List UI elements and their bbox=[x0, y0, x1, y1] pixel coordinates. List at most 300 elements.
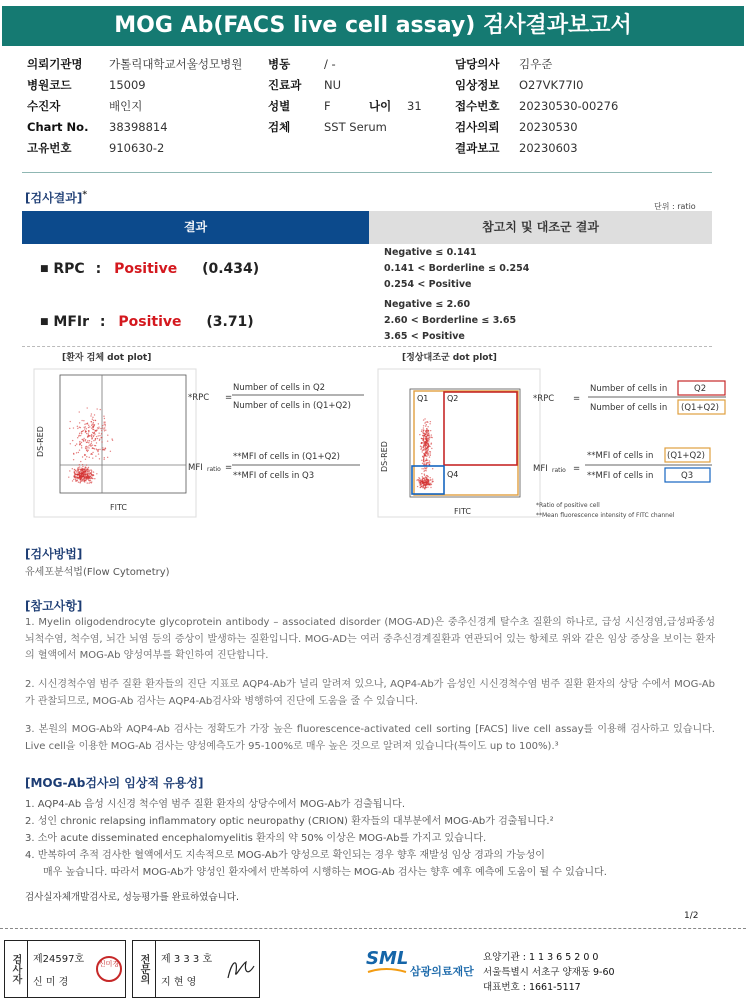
svg-text:=: = bbox=[573, 464, 581, 474]
sml-logo-swoosh-icon bbox=[366, 946, 408, 976]
dot bbox=[81, 439, 82, 440]
dot bbox=[84, 428, 85, 429]
dot bbox=[92, 452, 93, 453]
dot bbox=[429, 462, 430, 463]
dot bbox=[428, 481, 429, 482]
dot bbox=[423, 435, 424, 436]
dot bbox=[428, 462, 429, 463]
dot bbox=[105, 424, 106, 425]
dot bbox=[82, 471, 83, 472]
control-mfi-label: MFI bbox=[533, 464, 548, 474]
mfir-reference: Negative ≤ 2.60 2.60 < Borderline ≤ 3.65 3.65 < Positive bbox=[384, 299, 517, 342]
dot bbox=[428, 445, 429, 446]
specialist-no: 제 3 3 3 호 bbox=[161, 954, 213, 965]
dot bbox=[92, 418, 93, 419]
dot bbox=[426, 456, 427, 457]
dot bbox=[82, 468, 83, 469]
ward-value: / - bbox=[324, 57, 336, 71]
hospital-code-label: 병원코드 bbox=[27, 78, 72, 92]
patient-value: 배인지 bbox=[109, 99, 143, 113]
note-1: 1. Myelin oligodendrocyte glycoprotein antibody – associated disorder (MOG-AD)은 중추신경계 탈수초 질환의 하나로, 급성 시신경염,급성파종성 뇌척수염, 척수염, 뇌간 뇌염 등의 증상이 발생하는 질환입니다. MOG-AD는 여러 중추신경계질환과 연관되어 있는 항체로 위와 같은 임상 증상을 보이는 환자의 혈액에서 MOG-Ab 양성여부를 확인하여 진단합니다. bbox=[25, 617, 715, 661]
dot bbox=[88, 480, 89, 481]
dot bbox=[81, 433, 82, 434]
dot bbox=[93, 422, 94, 423]
sml-logo: SML bbox=[366, 948, 409, 969]
dot bbox=[432, 468, 433, 469]
dot bbox=[94, 414, 95, 415]
dot bbox=[110, 451, 111, 452]
dot bbox=[426, 467, 427, 468]
dot bbox=[94, 478, 95, 479]
dot bbox=[92, 444, 93, 445]
dot bbox=[424, 475, 425, 476]
dot bbox=[425, 468, 426, 469]
dot bbox=[81, 420, 82, 421]
dot bbox=[79, 444, 80, 445]
dot bbox=[98, 435, 99, 436]
dot bbox=[77, 477, 78, 478]
info-col3 bbox=[455, 54, 618, 159]
dot bbox=[420, 446, 421, 447]
dot bbox=[427, 486, 428, 487]
dot bbox=[69, 470, 70, 471]
q4-label: Q4 bbox=[447, 470, 459, 479]
dot bbox=[427, 476, 428, 477]
dot bbox=[87, 451, 88, 452]
patient-x-axis: FITC bbox=[110, 503, 127, 512]
dot bbox=[423, 427, 424, 428]
hospital-label: 의뢰기관명 bbox=[27, 57, 83, 71]
clinical-info-label: 임상정보 bbox=[455, 78, 500, 92]
specimen-value: SST Serum bbox=[324, 120, 387, 134]
dot bbox=[77, 479, 78, 480]
dot bbox=[424, 444, 425, 445]
dot bbox=[430, 487, 431, 488]
dot bbox=[104, 430, 105, 431]
dot bbox=[422, 487, 423, 488]
dot bbox=[74, 475, 75, 476]
dot bbox=[81, 480, 82, 481]
dot bbox=[423, 458, 424, 459]
control-mfi-sub: ratio bbox=[552, 467, 566, 474]
q2-label: Q2 bbox=[447, 394, 459, 403]
dot bbox=[88, 471, 89, 472]
dot bbox=[79, 433, 80, 434]
dot bbox=[84, 469, 85, 470]
inspector-no: 제24597호 bbox=[33, 954, 85, 965]
dot bbox=[428, 431, 429, 432]
dot bbox=[428, 441, 429, 442]
dot bbox=[97, 427, 98, 428]
dot bbox=[105, 429, 106, 430]
control-rpc-num: Number of cells in bbox=[590, 384, 668, 394]
dot bbox=[93, 435, 94, 436]
patient-plot-frame bbox=[34, 369, 196, 517]
dot bbox=[426, 475, 427, 476]
mfir-status: Positive bbox=[118, 314, 182, 330]
dot bbox=[421, 451, 422, 452]
specialist-label: 전문의 bbox=[132, 940, 156, 998]
dot bbox=[78, 452, 79, 453]
mfir-value: (3.71) bbox=[206, 314, 254, 330]
dot bbox=[91, 425, 92, 426]
dot bbox=[87, 423, 88, 424]
dot bbox=[429, 460, 430, 461]
dot bbox=[423, 429, 424, 430]
dot bbox=[91, 436, 92, 437]
dot bbox=[430, 443, 431, 444]
svg-text:(Q1+Q2): (Q1+Q2) bbox=[667, 451, 705, 461]
dot bbox=[98, 453, 99, 454]
dot bbox=[103, 416, 104, 417]
dot bbox=[74, 471, 75, 472]
chart-no-value: 38398814 bbox=[109, 120, 168, 134]
dot bbox=[76, 471, 77, 472]
dot bbox=[77, 469, 78, 470]
dot bbox=[423, 449, 424, 450]
dot bbox=[426, 431, 427, 432]
dot bbox=[79, 411, 80, 412]
dot bbox=[87, 471, 88, 472]
dot bbox=[104, 427, 105, 428]
dot bbox=[425, 425, 426, 426]
dot bbox=[85, 439, 86, 440]
dot bbox=[101, 441, 102, 442]
footer-line-3: 대표번호 : 1661-5117 bbox=[483, 982, 581, 993]
dot bbox=[105, 425, 106, 426]
dot bbox=[79, 435, 80, 436]
dot bbox=[83, 471, 84, 472]
bullet-icon: ■ bbox=[40, 264, 49, 274]
footer-line-2: 서울특별시 서초구 양재동 9-60 bbox=[483, 967, 615, 978]
dot bbox=[431, 434, 432, 435]
dot bbox=[95, 420, 96, 421]
dot bbox=[96, 408, 97, 409]
dot bbox=[107, 457, 108, 458]
dot bbox=[429, 456, 430, 457]
receipt-no-value: 20230530-00276 bbox=[519, 99, 619, 113]
dot bbox=[77, 428, 78, 429]
patient-y-axis: DS-RED bbox=[36, 426, 45, 457]
specialist-name: 지 현 영 bbox=[161, 977, 197, 988]
dot bbox=[84, 424, 85, 425]
svg-text:=: = bbox=[573, 394, 581, 404]
dot bbox=[425, 439, 426, 440]
dot bbox=[425, 487, 426, 488]
dot bbox=[89, 477, 90, 478]
dot bbox=[89, 444, 90, 445]
dot bbox=[429, 437, 430, 438]
dot bbox=[85, 459, 86, 460]
dot bbox=[107, 435, 108, 436]
dot bbox=[82, 431, 83, 432]
result-column-header: 결과 bbox=[22, 211, 369, 244]
signature-icon bbox=[224, 954, 258, 984]
dot bbox=[428, 449, 429, 450]
dot bbox=[101, 433, 102, 434]
dot bbox=[430, 479, 431, 480]
dot bbox=[89, 440, 90, 441]
dot bbox=[92, 474, 93, 475]
dot bbox=[80, 427, 81, 428]
dot bbox=[72, 480, 73, 481]
dot bbox=[427, 460, 428, 461]
dot bbox=[88, 430, 89, 431]
dot bbox=[88, 442, 89, 443]
dot bbox=[91, 427, 92, 428]
dot bbox=[90, 445, 91, 446]
dot bbox=[430, 421, 431, 422]
hospital-code-value: 15009 bbox=[109, 78, 146, 92]
dot bbox=[93, 440, 94, 441]
dot bbox=[98, 423, 99, 424]
dot bbox=[83, 441, 84, 442]
dot bbox=[80, 435, 81, 436]
dot bbox=[84, 468, 85, 469]
dot bbox=[425, 460, 426, 461]
dot bbox=[419, 478, 420, 479]
dot bbox=[427, 421, 428, 422]
dot bbox=[85, 448, 86, 449]
dot bbox=[89, 426, 90, 427]
dot bbox=[72, 440, 73, 441]
dot bbox=[76, 443, 77, 444]
dot bbox=[418, 480, 419, 481]
dot bbox=[431, 448, 432, 449]
mfir-name: MFIr bbox=[53, 314, 89, 330]
dot bbox=[91, 421, 92, 422]
inspector-label: 검사자 bbox=[4, 940, 28, 998]
dot bbox=[423, 457, 424, 458]
utility-heading: [MOG-Ab검사의 임상적 유용성] bbox=[25, 776, 204, 790]
dot bbox=[83, 475, 84, 476]
dot bbox=[70, 421, 71, 422]
dot bbox=[430, 451, 431, 452]
dot bbox=[425, 430, 426, 431]
svg-text:Q2: Q2 bbox=[694, 384, 707, 394]
dot bbox=[88, 433, 89, 434]
dot bbox=[96, 449, 97, 450]
dot bbox=[88, 478, 89, 479]
unique-no-value: 910630-2 bbox=[109, 141, 165, 155]
dot bbox=[92, 457, 93, 458]
dot bbox=[97, 438, 98, 439]
dot bbox=[424, 454, 425, 455]
unit-label: 단위 : ratio bbox=[654, 202, 696, 211]
dot bbox=[78, 467, 79, 468]
dot bbox=[73, 453, 74, 454]
dot bbox=[420, 482, 421, 483]
dot bbox=[95, 445, 96, 446]
dot bbox=[90, 478, 91, 479]
clinical-info-value: O27VK77I0 bbox=[519, 78, 584, 92]
doctor-value: 김우준 bbox=[519, 57, 553, 71]
dot bbox=[430, 430, 431, 431]
patient-label: 수진자 bbox=[27, 99, 61, 113]
dot bbox=[422, 476, 423, 477]
dot bbox=[104, 422, 105, 423]
specimen-label: 검체 bbox=[268, 120, 291, 134]
dot bbox=[77, 437, 78, 438]
dot bbox=[81, 479, 82, 480]
dot bbox=[426, 462, 427, 463]
dot bbox=[426, 428, 427, 429]
dot bbox=[89, 473, 90, 474]
dot bbox=[100, 409, 101, 410]
dot bbox=[92, 447, 93, 448]
dot bbox=[85, 446, 86, 447]
mfi-sub: ratio bbox=[207, 466, 221, 473]
q1-label: Q1 bbox=[417, 394, 429, 403]
dot bbox=[89, 469, 90, 470]
dot bbox=[425, 446, 426, 447]
control-rpc-den: Number of cells in bbox=[590, 403, 668, 413]
dot bbox=[73, 427, 74, 428]
dot bbox=[426, 443, 427, 444]
dot bbox=[85, 440, 86, 441]
dot bbox=[85, 475, 86, 476]
dot bbox=[99, 458, 100, 459]
dot bbox=[82, 464, 83, 465]
mfi-numerator: **MFI of cells in (Q1+Q2) bbox=[233, 452, 340, 462]
dot bbox=[90, 415, 91, 416]
svg-text:=: = bbox=[225, 463, 233, 473]
dot bbox=[105, 447, 106, 448]
dot bbox=[73, 459, 74, 460]
method-heading: [검사방법] bbox=[25, 547, 83, 561]
control-y-axis: DS-RED bbox=[380, 441, 389, 472]
dot bbox=[421, 448, 422, 449]
dot bbox=[426, 477, 427, 478]
footnote-ratio: *Ratio of positive cell bbox=[536, 502, 600, 509]
dot bbox=[77, 426, 78, 427]
dot bbox=[424, 488, 425, 489]
dot bbox=[78, 481, 79, 482]
footer-divider bbox=[0, 928, 746, 929]
results-heading: [검사결과]* bbox=[25, 190, 88, 205]
dot bbox=[79, 481, 80, 482]
hospital-value: 가톨릭대학교서울성모병원 bbox=[109, 57, 243, 71]
utility-item-3: 3. 소아 acute disseminated encephalomyelitis 환자의 약 50% 이상은 MOG-Ab를 가지고 있습니다. bbox=[25, 833, 487, 844]
dot bbox=[77, 470, 78, 471]
dot bbox=[423, 425, 424, 426]
age-label: 나이 bbox=[369, 99, 392, 113]
dot bbox=[79, 442, 80, 443]
dot bbox=[426, 429, 427, 430]
dot bbox=[428, 453, 429, 454]
dot bbox=[423, 484, 424, 485]
dot bbox=[85, 477, 86, 478]
dot bbox=[91, 470, 92, 471]
dot bbox=[424, 418, 425, 419]
dot bbox=[91, 413, 92, 414]
page-number: 1/2 bbox=[684, 911, 699, 921]
dot bbox=[421, 468, 422, 469]
dot bbox=[96, 436, 97, 437]
dot bbox=[425, 480, 426, 481]
info-col1 bbox=[27, 54, 242, 159]
dot bbox=[425, 477, 426, 478]
dot bbox=[422, 442, 423, 443]
dot bbox=[91, 441, 92, 442]
dot bbox=[93, 425, 94, 426]
dot bbox=[100, 428, 101, 429]
dot bbox=[81, 474, 82, 475]
control-plot-title: [정상대조군 dot plot] bbox=[402, 353, 497, 363]
dot bbox=[78, 468, 79, 469]
dot bbox=[422, 463, 423, 464]
dot bbox=[92, 478, 93, 479]
dot bbox=[91, 434, 92, 435]
svg-text:(Q1+Q2): (Q1+Q2) bbox=[681, 403, 719, 413]
note-2: 2. 시신경척수염 범주 질환 환자들의 진단 지표로 AQP4-Ab가 널리 알려져 있으나, AQP4-Ab가 음성인 시신경척수염 범주 질환 환자의 상당 수에서 MOG-Ab가 관찰되므로, MOG-Ab 검사는 AQP4-Ab검사와 병행하여 진단에 도움을 줄 수 있습니다. bbox=[25, 679, 715, 707]
dot bbox=[102, 425, 103, 426]
dot bbox=[69, 428, 70, 429]
dot bbox=[75, 479, 76, 480]
dot bbox=[111, 438, 112, 439]
rpc-name: RPC bbox=[53, 261, 85, 277]
request-date-label: 검사의뢰 bbox=[455, 120, 500, 134]
dot bbox=[84, 455, 85, 456]
dot bbox=[81, 445, 82, 446]
department-value: NU bbox=[324, 78, 342, 92]
dot bbox=[81, 447, 82, 448]
dot bbox=[95, 455, 96, 456]
dot bbox=[86, 464, 87, 465]
dot bbox=[423, 468, 424, 469]
dot bbox=[83, 420, 84, 421]
dot bbox=[88, 425, 89, 426]
dot bbox=[96, 473, 97, 474]
method-text: 유세포분석법(Flow Cytometry) bbox=[25, 567, 170, 578]
dot bbox=[82, 456, 83, 457]
dot bbox=[88, 467, 89, 468]
svg-text:Q3: Q3 bbox=[681, 471, 694, 481]
dot bbox=[427, 446, 428, 447]
dot bbox=[427, 450, 428, 451]
dot bbox=[88, 447, 89, 448]
age-value: 31 bbox=[407, 99, 422, 113]
dot bbox=[423, 456, 424, 457]
receipt-no-label: 접수번호 bbox=[455, 99, 500, 113]
dot bbox=[83, 478, 84, 479]
dot bbox=[95, 439, 96, 440]
rpc-denominator: Number of cells in (Q1+Q2) bbox=[233, 401, 351, 411]
dot bbox=[79, 472, 80, 473]
dot bbox=[86, 447, 87, 448]
divider bbox=[22, 172, 712, 173]
dot bbox=[87, 407, 88, 408]
dot bbox=[419, 483, 420, 484]
dot bbox=[79, 450, 80, 451]
dot bbox=[100, 437, 101, 438]
sml-name: 삼광의료재단 bbox=[410, 965, 474, 978]
dot bbox=[426, 436, 427, 437]
dot bbox=[429, 484, 430, 485]
dot bbox=[80, 461, 81, 462]
dot bbox=[84, 480, 85, 481]
dot bbox=[426, 452, 427, 453]
inspector-name: 신 미 경 bbox=[33, 977, 69, 988]
dot bbox=[98, 432, 99, 433]
footer-line-1: 요양기관 : 1 1 3 6 5 2 0 0 bbox=[483, 952, 599, 963]
dot bbox=[427, 426, 428, 427]
control-x-axis: FITC bbox=[454, 507, 471, 516]
dot bbox=[79, 441, 80, 442]
report-date-value: 20230603 bbox=[519, 141, 578, 155]
dot bbox=[89, 475, 90, 476]
dot bbox=[79, 475, 80, 476]
